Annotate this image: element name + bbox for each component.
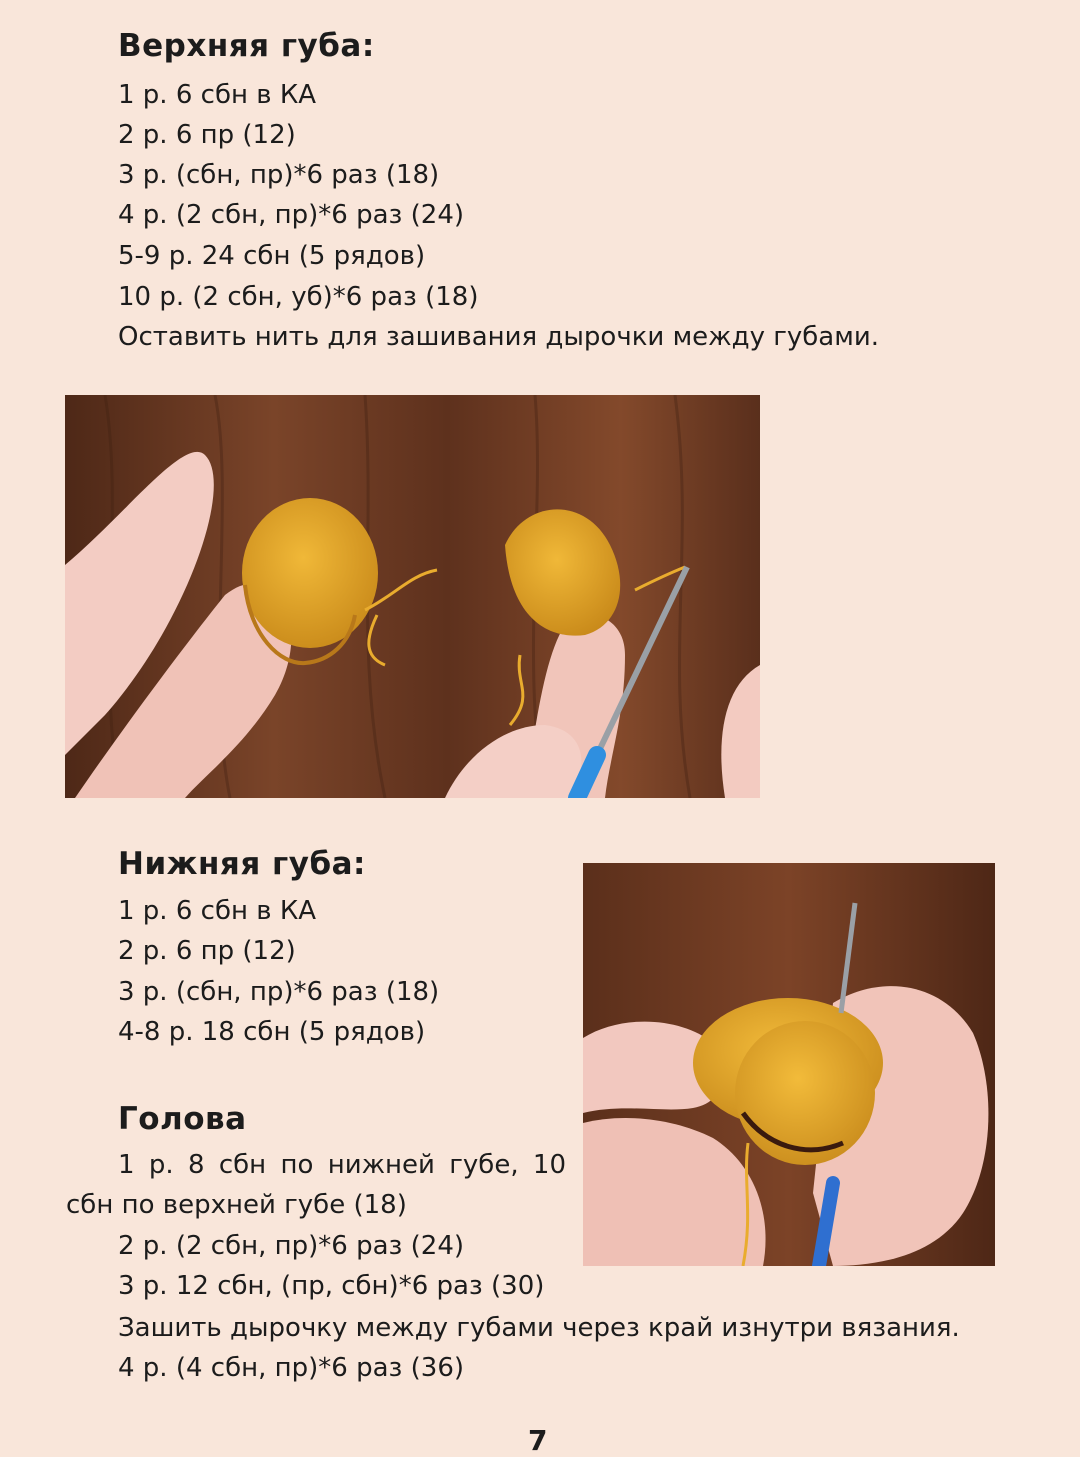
lower-lip-row-3: 3 р. (сбн, пр)*6 раз (18) — [118, 977, 440, 1007]
upper-lip-row-4: 4 р. (2 сбн, пр)*6 раз (24) — [118, 200, 464, 230]
head-row-4: 4 р. (4 сбн, пр)*6 раз (36) — [118, 1353, 464, 1383]
head-note: Зашить дырочку между губами через край изнутри вязания. — [118, 1313, 960, 1343]
photo-lip-pieces — [65, 395, 760, 798]
upper-lip-title: Верхняя губа: — [118, 28, 375, 64]
head-title: Голова — [118, 1101, 247, 1137]
page-number: 7 — [528, 1424, 548, 1457]
upper-lip-row-3: 3 р. (сбн, пр)*6 раз (18) — [118, 160, 440, 190]
lower-lip-row-2: 2 р. 6 пр (12) — [118, 936, 296, 966]
head-row-1-part-2: сбн по верхней губе (18) — [66, 1190, 407, 1220]
head-row-2: 2 р. (2 сбн, пр)*6 раз (24) — [118, 1231, 464, 1261]
upper-lip-row-1: 1 р. 6 сбн в КА — [118, 80, 317, 110]
lower-lip-title: Нижняя губа: — [118, 846, 366, 882]
upper-lip-row-5: 5-9 р. 24 сбн (5 рядов) — [118, 241, 426, 271]
upper-lip-note: Оставить нить для зашивания дырочки между губами. — [118, 322, 880, 352]
upper-lip-row-2: 2 р. 6 пр (12) — [118, 120, 296, 150]
lower-lip-row-1: 1 р. 6 сбн в КА — [118, 896, 317, 926]
head-row-3: 3 р. 12 сбн, (пр, сбн)*6 раз (30) — [118, 1271, 545, 1301]
head-row-1-part-1: 1 р. 8 сбн по нижней губе, 10 — [118, 1150, 566, 1180]
lower-lip-row-4: 4-8 р. 18 сбн (5 рядов) — [118, 1017, 426, 1047]
upper-lip-row-6: 10 р. (2 сбн, уб)*6 раз (18) — [118, 282, 479, 312]
photo-joining-lips — [583, 863, 995, 1266]
